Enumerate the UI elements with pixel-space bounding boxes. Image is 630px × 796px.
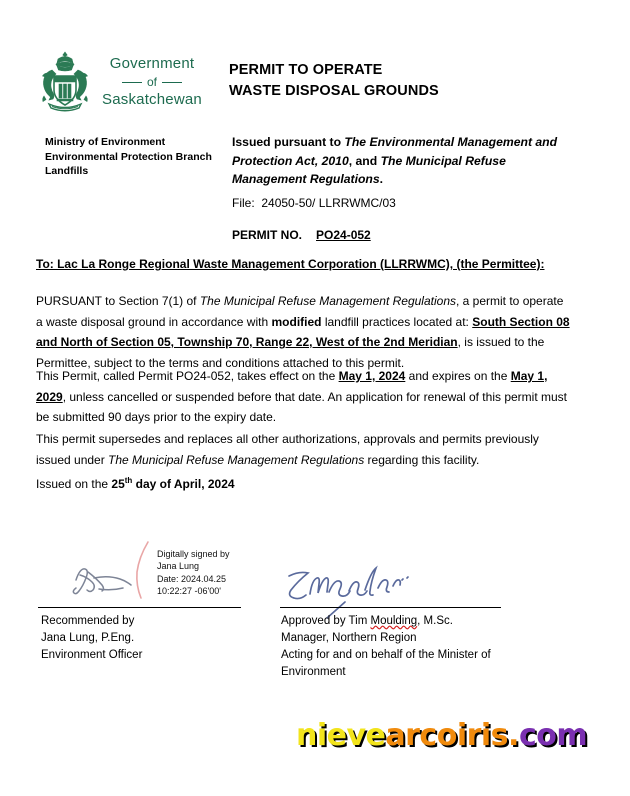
- government-logo-wordmark: [102, 56, 202, 108]
- signature-tim-moulding-ink: [283, 556, 423, 618]
- permit-number-line: [232, 228, 371, 242]
- signature-block-approved: [281, 613, 531, 681]
- approved-line2: Manager, Northern Region: [281, 632, 417, 644]
- logo-rule-right: [162, 82, 182, 83]
- digital-stamp-line3: Date: 2024.04.25: [157, 573, 227, 584]
- issued-on-ordinal: th: [124, 476, 133, 485]
- signature-block-recommended: [41, 613, 271, 664]
- permittee-line: To: Lac La Ronge Regional Waste Management Corporation (LLRRWMC), (the Permittee):: [36, 257, 545, 271]
- p3-part2: regarding this facility.: [364, 452, 480, 467]
- paragraph-pursuant: [36, 291, 573, 373]
- p1-part2: , a permit to operate a waste disposal ground in accordance with: [36, 294, 564, 329]
- ministry-line1: Ministry of Environment: [45, 136, 166, 148]
- saskatchewan-coat-of-arms-icon: [36, 50, 94, 114]
- recommended-line2: Jana Lung, P.Eng.: [41, 632, 135, 644]
- ministry-line3: Landfills: [45, 165, 89, 177]
- logo-word-government: Government: [109, 55, 195, 72]
- recommended-line1: Recommended by: [41, 615, 135, 627]
- logo-word-saskatchewan: Saskatchewan: [102, 91, 202, 108]
- p2-effective-date: May 1, 2024: [338, 369, 406, 383]
- approved-line3: Acting for and on behalf of the Minister of: [281, 649, 491, 661]
- pursuant-regulations-title: The Municipal Refuse Management Regulations: [232, 153, 506, 186]
- watermark-part3: com: [518, 718, 588, 753]
- signature-jana-lung-ink: [66, 558, 158, 600]
- digital-stamp-line2: Jana Lung: [157, 561, 200, 572]
- approved-prefix: Approved by Tim: [281, 615, 371, 627]
- p2-part3: , unless cancelled or suspended before that date. An application for renewal of this permit must be submitted 90 days prior to the expiry date.: [36, 389, 567, 424]
- file-label: File:: [232, 196, 255, 210]
- page-title: [229, 60, 439, 102]
- logo-word-of: of: [146, 75, 157, 89]
- ministry-block: [45, 135, 212, 179]
- pursuant-prefix: Issued pursuant to: [232, 135, 345, 149]
- ministry-line2: Environmental Protection Branch: [45, 150, 212, 163]
- watermark-part1: nieve: [296, 718, 386, 753]
- approved-line4: Environment: [281, 666, 346, 678]
- issued-pursuant-statement: [232, 133, 562, 189]
- permit-number-label: PERMIT NO.: [232, 228, 303, 242]
- signature-stamp-artifact-icon: [130, 540, 156, 600]
- digital-signature-stamp: [157, 548, 230, 598]
- pursuant-conjunction: , and: [348, 153, 381, 168]
- paragraph-supersedes: [36, 429, 573, 470]
- file-value: 24050-50/ LLRRWMC/03: [261, 196, 396, 210]
- p1-regulations: The Municipal Refuse Management Regulations: [199, 294, 456, 308]
- digital-stamp-line4: 10:22:27 -06'00': [157, 586, 221, 597]
- watermark-part2: arcoiris.: [385, 718, 519, 753]
- page-title-line2: WASTE DISPOSAL GROUNDS: [229, 83, 439, 99]
- issued-on-line: [36, 476, 235, 491]
- p3-part1: This permit supersedes and replaces all other authorizations, approvals and permits previously issued under: [36, 432, 539, 467]
- p1-modified: modified: [271, 314, 322, 329]
- signature-line-recommended: [38, 607, 241, 608]
- p1-location: South Section 08 and North of Section 05, Township 70, Range 22, West of the 2nd Meridian: [36, 314, 570, 349]
- logo-of-row: [102, 74, 202, 90]
- p2-part2: and expires on the: [405, 369, 511, 383]
- signature-line-approved: [280, 607, 501, 608]
- p1-part1: PURSUANT to Section 7(1) of: [36, 294, 200, 308]
- p1-part3: landfill practices located at:: [321, 314, 473, 329]
- approved-suffix: , M.Sc.: [417, 615, 453, 627]
- p2-expiry-date: May 1, 2029: [36, 369, 548, 404]
- paragraph-effective-dates: [36, 366, 573, 428]
- file-number-line: [232, 196, 396, 210]
- digital-stamp-line1: Digitally signed by: [157, 549, 230, 559]
- issued-on-prefix: Issued on the: [36, 477, 112, 491]
- recommended-line3: Environment Officer: [41, 649, 143, 661]
- pursuant-suffix: .: [379, 172, 384, 186]
- pursuant-act-title: The Environmental Management and Protection Act, 2010: [232, 135, 558, 168]
- p1-part4: , is issued to the Permittee, subject to the terms and conditions attached to this permit.: [36, 335, 545, 370]
- approved-line1: [281, 613, 531, 630]
- approved-name: Moulding: [370, 615, 418, 627]
- p3-regulations: The Municipal Refuse Management Regulations: [108, 452, 365, 467]
- issued-on-day: 25: [111, 477, 125, 491]
- document-header: [0, 0, 630, 125]
- watermark: [296, 718, 587, 753]
- issued-on-suffix: day of April, 2024: [132, 477, 235, 491]
- permit-number-value: PO24-052: [316, 228, 371, 242]
- page-title-line1: PERMIT TO OPERATE: [229, 62, 383, 78]
- logo-rule-left: [122, 82, 142, 83]
- p2-part1: This Permit, called Permit PO24-052, takes effect on the: [36, 369, 339, 383]
- government-logo: [36, 50, 202, 114]
